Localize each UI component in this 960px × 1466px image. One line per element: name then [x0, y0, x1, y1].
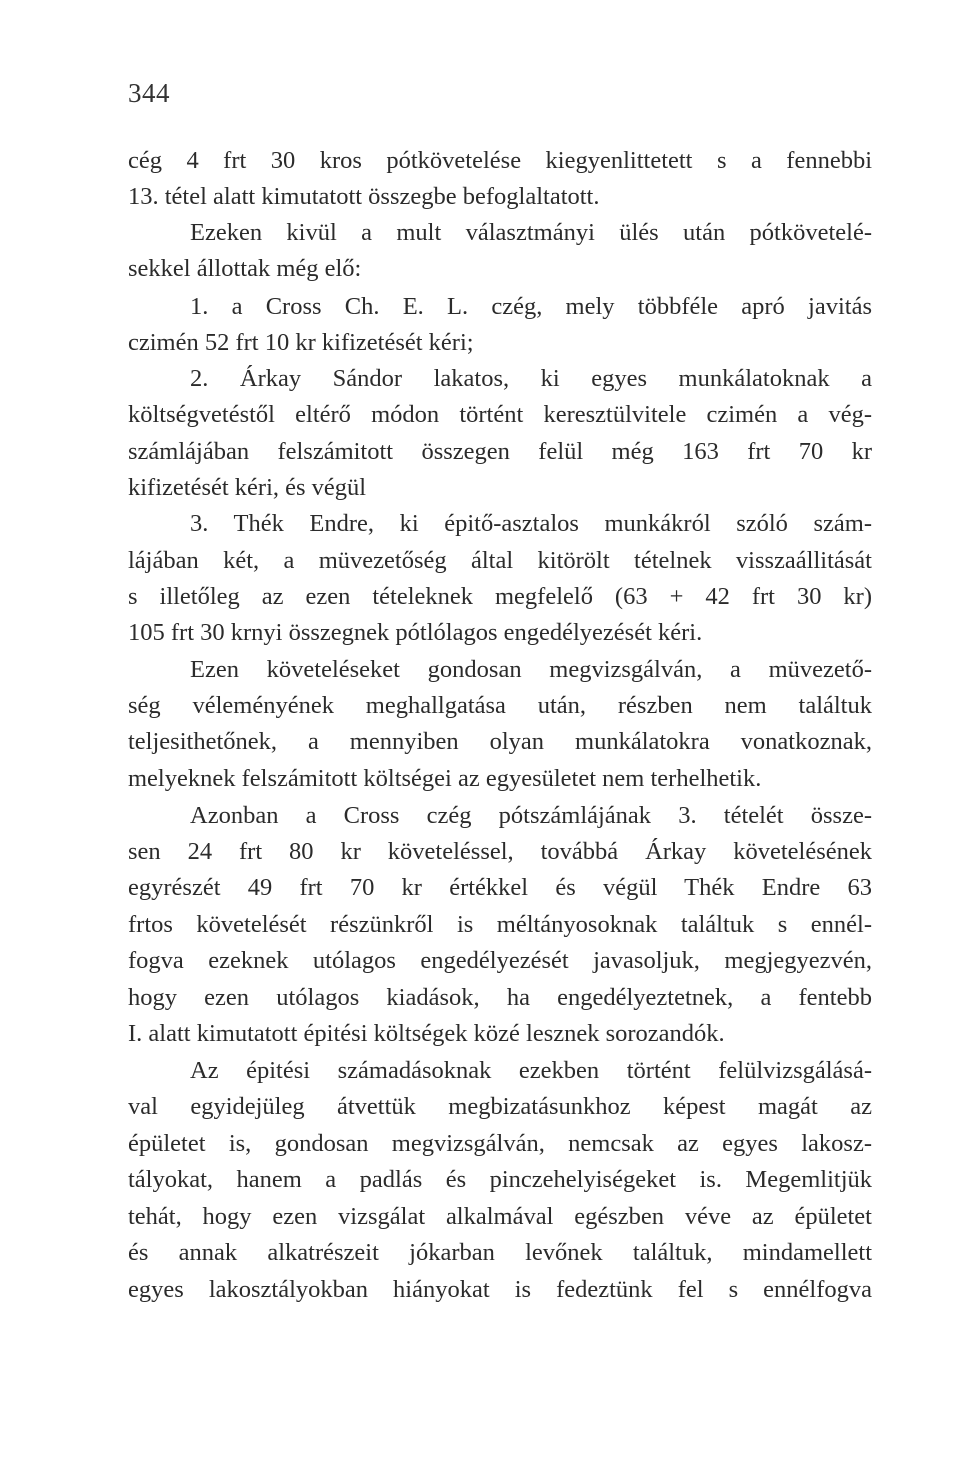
text-line: val egyidejüleg átvettük megbizatásunkhoz képest magát az	[128, 1093, 872, 1120]
text-line: hogy ezen utólagos kiadások, ha engedélyeztetnek, a fentebb	[128, 984, 872, 1011]
text-line: czimén 52 frt 10 kr kifizetését kéri;	[128, 329, 474, 356]
text-line: Ezeken kivül a mult választmányi ülés után pótkövetelé-	[190, 219, 872, 246]
text-line: sen 24 frt 80 kr követeléssel, továbbá Árkay követelésének	[128, 838, 872, 865]
text-line: 3. Thék Endre, ki épitő-asztalos munkákról szóló szám-	[190, 510, 872, 537]
text-line: Ezen követeléseket gondosan megvizsgálván, a müvezető-	[190, 656, 872, 683]
text-line: teljesithetőnek, a mennyiben olyan munkálatokra vonatkoznak,	[128, 728, 872, 755]
text-line: Az épitési számadásoknak ezekben történt felülvizsgálásá-	[190, 1057, 872, 1084]
text-line: 2. Árkay Sándor lakatos, ki egyes munkálatoknak a	[190, 365, 872, 392]
text-line: I. alatt kimutatott épitési költségek közé lesznek sorozandók.	[128, 1020, 725, 1047]
text-line: ség véleményének meghallgatása után, részben nem találtuk	[128, 692, 872, 719]
text-line: fogva ezeknek utólagos engedélyezését javasoljuk, megjegyezvén,	[128, 947, 872, 974]
text-line: lájában két, a müvezetőség által kitörölt tételnek visszaállitását	[128, 547, 872, 574]
text-line: egyes lakosztályokban hiányokat is fedeztünk fel s ennélfogva	[128, 1276, 872, 1303]
page-number: 344	[128, 78, 170, 108]
text-line: kifizetését kéri, és végül	[128, 474, 367, 501]
text-line: épületet is, gondosan megvizsgálván, nemcsak az egyes lakosz-	[128, 1130, 872, 1157]
text-line: 1. a Cross Ch. E. L. czég, mely többféle apró javitás	[190, 293, 872, 320]
text-line: sekkel állottak még elő:	[128, 255, 362, 282]
text-line: Azonban a Cross czég pótszámlájának 3. tételét össze-	[190, 802, 872, 829]
text-line: tehát, hogy ezen vizsgálat alkalmával egészben véve az épületet	[128, 1203, 872, 1230]
text-line: és annak alkatrészeit jókarban levőnek találtuk, mindamellett	[128, 1239, 872, 1266]
text-line: 13. tétel alatt kimutatott összegbe befoglaltatott.	[128, 183, 600, 210]
text-line: 105 frt 30 krnyi összegnek pótlólagos engedélyezését kéri.	[128, 619, 703, 646]
text-line: egyrészét 49 frt 70 kr értékkel és végül Thék Endre 63	[128, 874, 872, 901]
text-line: s illetőleg az ezen tételeknek megfelelő (63 + 42 frt 30 kr)	[128, 583, 872, 610]
text-line: számlájában felszámitott összegen felül még 163 frt 70 kr	[128, 438, 872, 465]
text-line: melyeknek felszámitott költségei az egyesületet nem terhelhetik.	[128, 765, 762, 792]
text-line: frtos követelését részünkről is méltányosoknak találtuk s ennél-	[128, 911, 872, 938]
text-line: cég 4 frt 30 kros pótkövetelése kiegyenlittetett s a fennebbi	[128, 147, 872, 174]
text-line: költségvetéstől eltérő módon történt keresztülvitele czimén a vég-	[128, 401, 872, 428]
text-line: tályokat, hanem a padlás és pinczehelyiségeket is. Megemlitjük	[128, 1166, 872, 1193]
